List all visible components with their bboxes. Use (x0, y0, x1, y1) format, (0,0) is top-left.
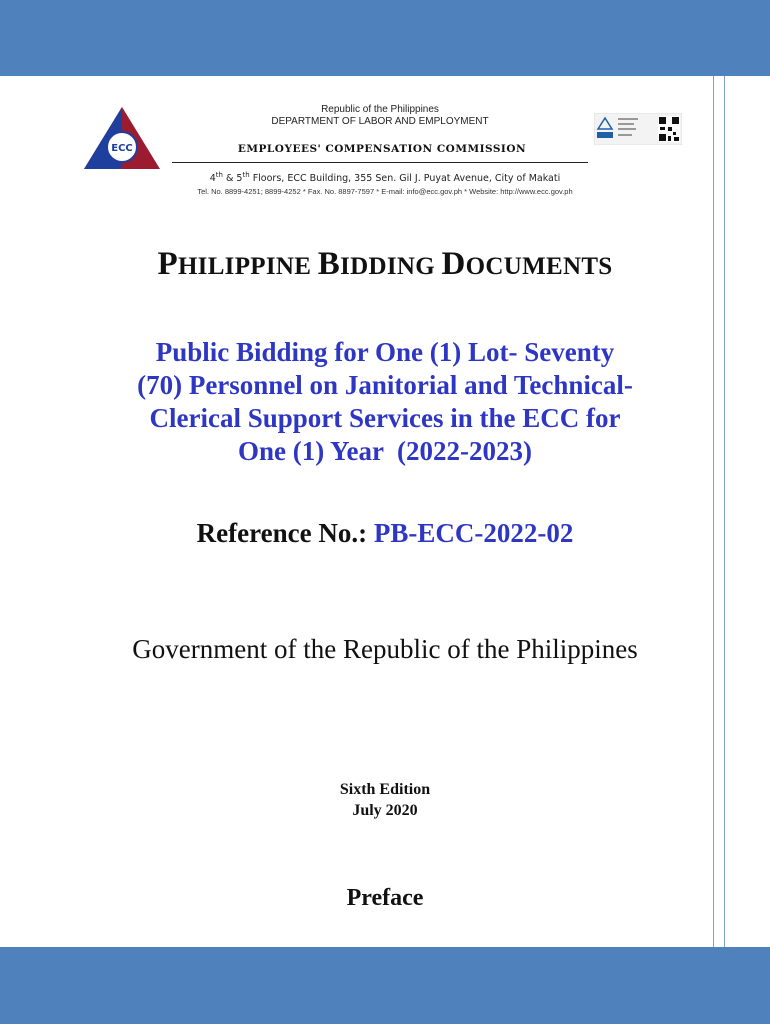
header-rule (172, 162, 588, 163)
certification-badge (594, 113, 682, 145)
ecc-logo (82, 105, 162, 171)
subject-line: One (1) Year (2022-2023) (238, 436, 532, 466)
document-title: PHILIPPINE BIDDING DOCUMENTS (157, 246, 613, 282)
subject-line: (70) Personnel on Janitorial and Technical- (137, 370, 633, 400)
preface-heading: Preface (346, 885, 424, 911)
edition-date: July 2020 (352, 802, 418, 819)
bidding-subject (85, 336, 685, 468)
reference-number (60, 518, 710, 549)
address-line: 4th & 5th Floors, ECC Building, 355 Sen. Gil J. Puyat Avenue, City of Makati (209, 171, 561, 185)
contact-line: Tel. No. 8899-4251; 8899-4252 * Fax. No. 8897-7597 * E-mail: info@ecc.gov.ph * Website: http://www.ecc.gov.ph (197, 187, 573, 196)
page-border-line (713, 76, 714, 947)
top-band (0, 0, 770, 76)
reference-value: PB-ECC-2022-02 (373, 518, 574, 548)
reference-label: Reference No.: (196, 518, 374, 548)
department-line: DEPARTMENT OF LABOR AND EMPLOYMENT (271, 116, 489, 127)
republic-line: Republic of the Philippines (321, 104, 439, 115)
government-line: Government of the Republic of the Philippines (132, 634, 638, 664)
agency-name: EMPLOYEES' COMPENSATION COMMISSION (237, 143, 527, 155)
page-border-line (724, 76, 725, 947)
logo-text: ECC (111, 143, 133, 154)
edition: Sixth Edition (339, 781, 431, 798)
bottom-band (0, 947, 770, 1024)
subject-line: Public Bidding for One (1) Lot- Seventy (155, 337, 615, 367)
subject-line: Clerical Support Services in the ECC for (149, 403, 621, 433)
